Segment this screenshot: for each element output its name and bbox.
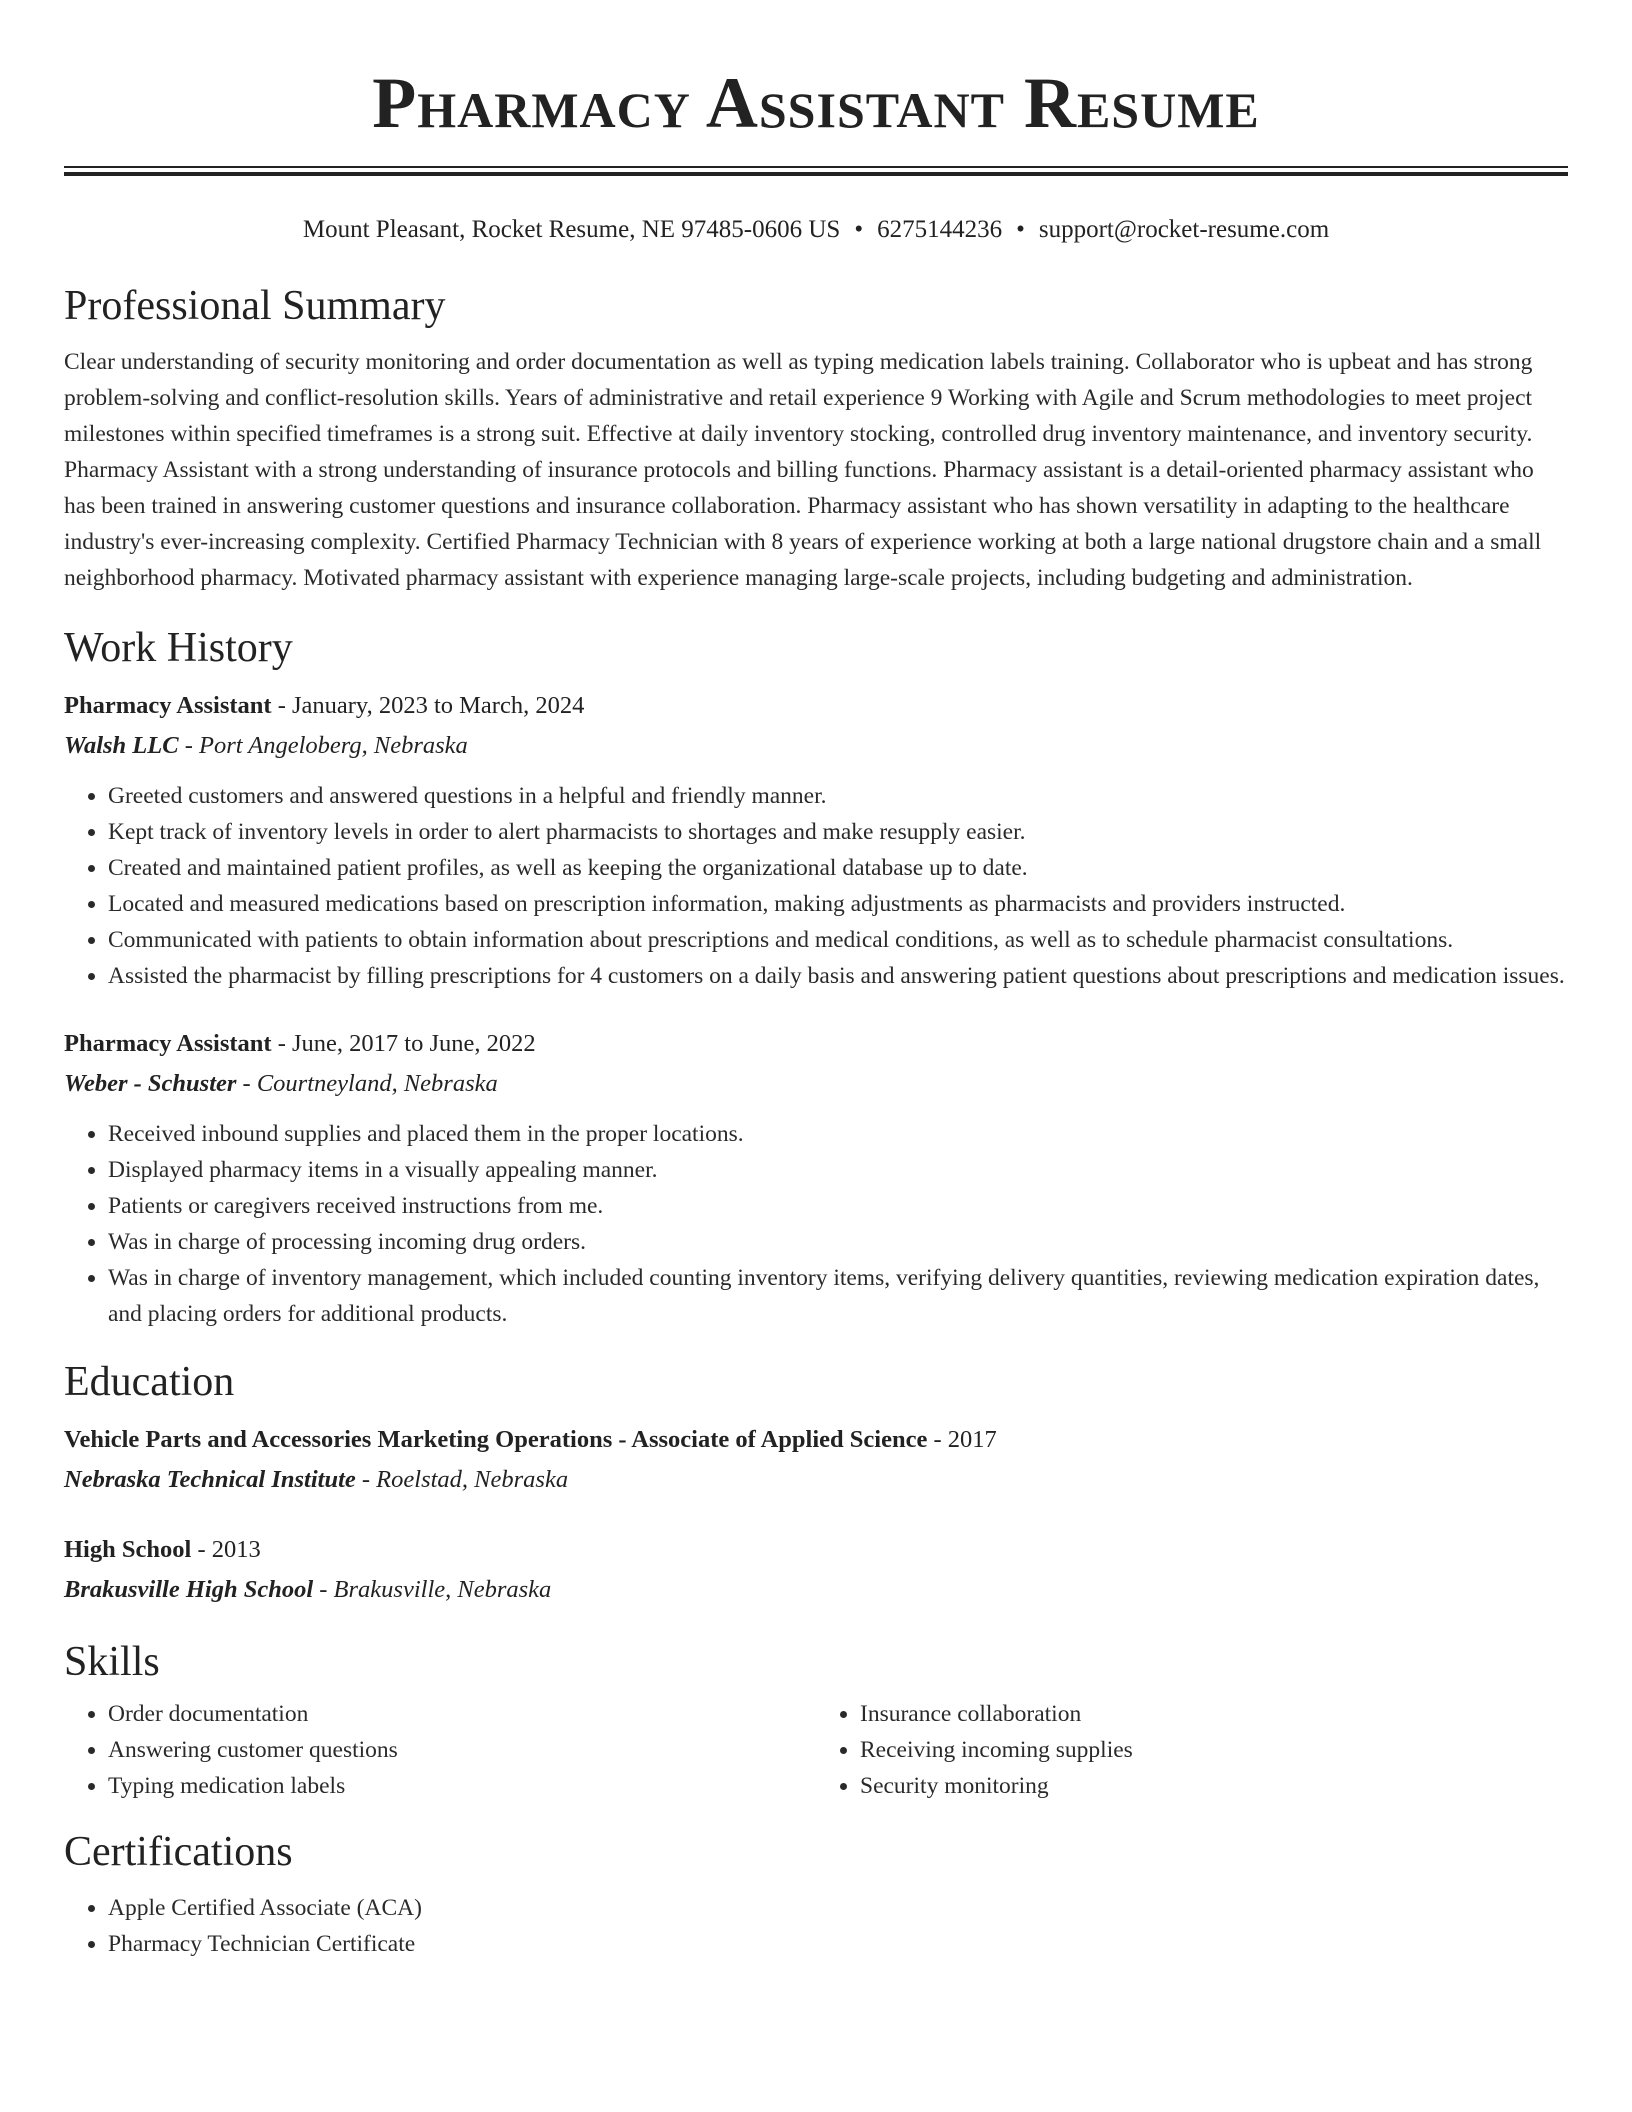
certification-item: • Apple Certified Associate (ACA)	[108, 1890, 1568, 1926]
job-role: Pharmacy Assistant	[64, 692, 272, 719]
education-entry	[64, 1420, 1568, 1500]
skills-list	[64, 1696, 816, 1804]
page-title: Pharmacy Assistant Resume	[372, 63, 1260, 143]
contact-address: Mount Pleasant, Rocket Resume, NE 97485-0606 US	[302, 216, 841, 243]
skills-column-left	[64, 1696, 816, 1804]
title-divider	[64, 166, 1568, 176]
job-duty: • Assisted the pharmacist by filling prescriptions for 4 customers on a daily basis and answering patient questions about prescriptions and medication issues.	[108, 958, 1568, 994]
job-company: Walsh LLC	[64, 732, 179, 759]
job-duty: • Located and measured medications based on prescription information, making adjustments as pharmacists and providers instructed.	[108, 886, 1568, 922]
job-duty: • Displayed pharmacy items in a visually appealing manner.	[108, 1152, 1568, 1188]
summary-text: Clear understanding of security monitoring and order documentation as well as typing medication labels training. Collaborator who is upbeat and has strong problem-solving and conflict-resolution skills. Years of administrative and retail experience 9 Working with Agile and Scrum methodologies to meet project milestones within specified timeframes is a strong suit. Effective at daily inventory stocking, controlled drug inventory maintenance, and inventory security. Pharmacy Assistant with a strong understanding of insurance protocols and billing functions. Pharmacy assistant is a detail-oriented pharmacy assistant who has been trained in answering customer questions and insurance collaboration. Pharmacy assistant who has shown versatility in adapting to the healthcare industry's ever-increasing complexity. Certified Pharmacy Technician with 8 years of experience working at both a large national drugstore chain and a small neighborhood pharmacy. Motivated pharmacy assistant with experience managing large-scale projects, including budgeting and administration.	[64, 349, 1542, 591]
education-school-line	[64, 1460, 1568, 1500]
contact-line	[64, 214, 1568, 246]
education-heading: Education	[64, 1359, 235, 1405]
education-year: - 2017	[927, 1426, 997, 1453]
education-header	[64, 1420, 1568, 1460]
contact-separator: •	[854, 216, 864, 243]
job-duties	[64, 778, 1568, 994]
job-duty: • Created and maintained patient profiles, as well as keeping the organizational database up to date.	[108, 850, 1568, 886]
job-duty: • Communicated with patients to obtain information about prescriptions and medical conditions, as well as to schedule pharmacist consultations.	[108, 922, 1568, 958]
summary-heading: Professional Summary	[64, 283, 446, 329]
job-dates: - January, 2023 to March, 2024	[271, 692, 585, 719]
skill-item: • Typing medication labels	[108, 1768, 816, 1804]
job-location: - Port Angeloberg, Nebraska	[178, 732, 468, 759]
skills-heading: Skills	[64, 1639, 160, 1685]
job-entry	[64, 686, 1568, 994]
job-location: - Courtneyland, Nebraska	[236, 1070, 498, 1097]
job-employer	[64, 1064, 1568, 1104]
education-school-line	[64, 1570, 1568, 1610]
job-duty: • Patients or caregivers received instructions from me.	[108, 1188, 1568, 1224]
education-entry	[64, 1530, 1568, 1610]
skills-list	[816, 1696, 1568, 1804]
skills-column-right	[816, 1696, 1568, 1804]
certification-item: • Pharmacy Technician Certificate	[108, 1926, 1568, 1962]
skill-item: • Insurance collaboration	[860, 1696, 1568, 1732]
education-school: Brakusville High School	[64, 1576, 314, 1603]
certifications-heading: Certifications	[64, 1829, 293, 1875]
job-header	[64, 1024, 1568, 1064]
job-duties	[64, 1116, 1568, 1332]
job-duty: • Was in charge of inventory management, which included counting inventory items, verifying delivery quantities, reviewing medication expiration dates, and placing orders for additional products.	[108, 1260, 1568, 1332]
education-location: - Brakusville, Nebraska	[313, 1576, 552, 1603]
contact-separator: •	[1016, 216, 1025, 243]
job-duty: • Received inbound supplies and placed them in the proper locations.	[108, 1116, 1568, 1152]
work-history-heading: Work History	[64, 625, 293, 671]
contact-phone: 6275144236	[877, 216, 1003, 243]
education-school: Nebraska Technical Institute	[64, 1466, 356, 1493]
job-role: Pharmacy Assistant	[64, 1030, 272, 1057]
job-header	[64, 686, 1568, 726]
skill-item: • Order documentation	[108, 1696, 816, 1732]
skill-item: • Answering customer questions	[108, 1732, 816, 1768]
contact-email: support@rocket-resume.com	[1038, 216, 1330, 243]
education-location: - Roelstad, Nebraska	[355, 1466, 569, 1493]
education-degree: High School	[64, 1536, 192, 1563]
education-year: - 2013	[191, 1536, 261, 1563]
certifications-list	[64, 1890, 1568, 1962]
skills-grid	[64, 1696, 1568, 1804]
skill-item: • Receiving incoming supplies	[860, 1732, 1568, 1768]
education-header	[64, 1530, 1568, 1570]
education-degree: Vehicle Parts and Accessories Marketing Operations - Associate of Applied Science	[64, 1426, 928, 1453]
job-entry	[64, 1024, 1568, 1332]
job-duty: • Kept track of inventory levels in order to alert pharmacists to shortages and make resupply easier.	[108, 814, 1568, 850]
job-company: Weber - Schuster	[64, 1070, 237, 1097]
job-duty: • Greeted customers and answered questions in a helpful and friendly manner.	[108, 778, 1568, 814]
skill-item: • Security monitoring	[860, 1768, 1568, 1804]
job-duty: • Was in charge of processing incoming drug orders.	[108, 1224, 1568, 1260]
job-dates: - June, 2017 to June, 2022	[271, 1030, 536, 1057]
job-employer	[64, 726, 1568, 766]
